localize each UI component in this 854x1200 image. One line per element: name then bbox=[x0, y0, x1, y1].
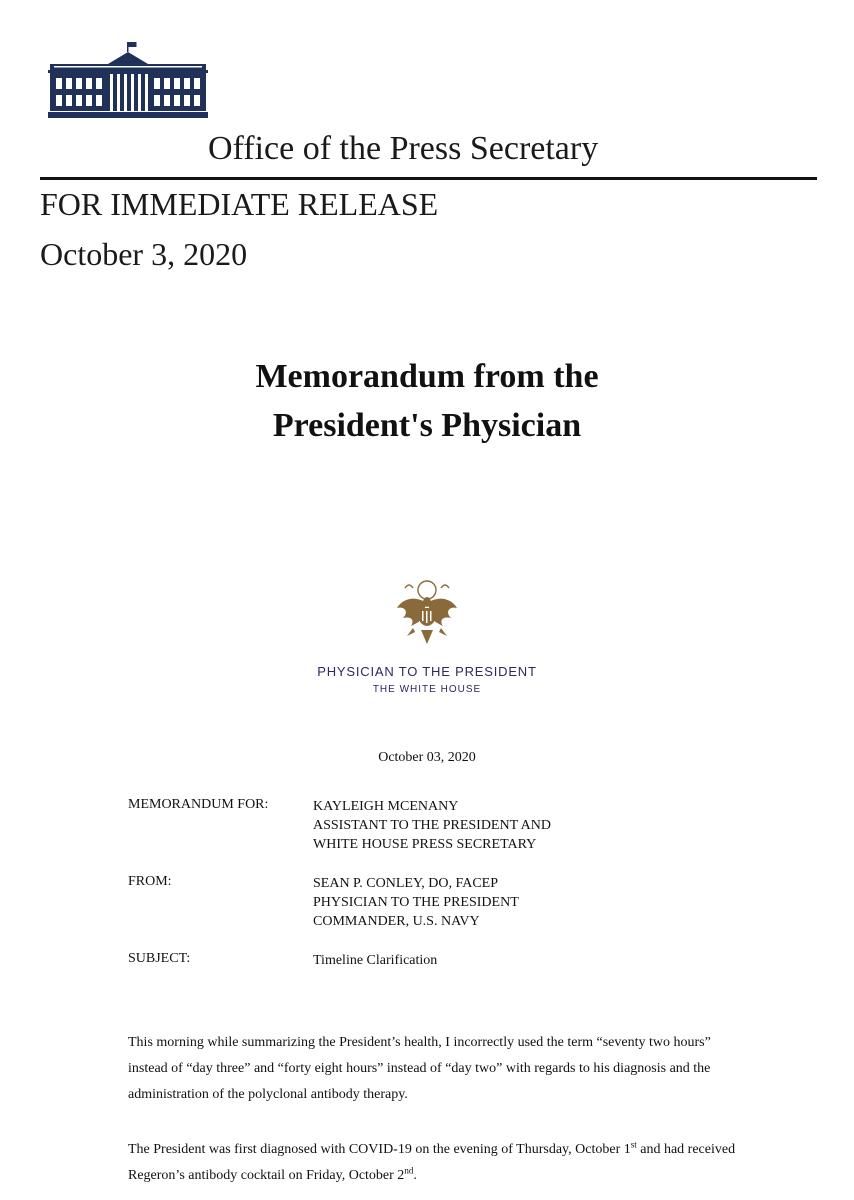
memo-title bbox=[0, 352, 854, 450]
presidential-seal-icon bbox=[395, 578, 459, 650]
paragraph-2-text: . bbox=[413, 1168, 417, 1183]
letterhead-subtitle: THE WHITE HOUSE bbox=[372, 684, 482, 695]
ordinal-suffix: nd bbox=[404, 1165, 414, 1176]
memo-from-label: FROM: bbox=[128, 874, 172, 889]
memo-from-value bbox=[313, 874, 519, 931]
memo-for-line: WHITE HOUSE PRESS SECRETARY bbox=[313, 837, 537, 852]
memo-date: October 03, 2020 bbox=[378, 750, 476, 765]
ordinal-suffix: st bbox=[630, 1139, 637, 1150]
memo-subject-field bbox=[128, 951, 768, 970]
memo-for-line: ASSISTANT TO THE PRESIDENT AND bbox=[313, 818, 551, 833]
memo-paragraph-1: This morning while summarizing the President’s health, I incorrectly used the term “seventy two hours” instead of “day three” and “forty eight hours” instead of “day two” with regards to his diagnosis and the administration of the polyclonal antibody therapy. bbox=[128, 1035, 711, 1102]
memo-for-field bbox=[128, 797, 768, 854]
release-label: FOR IMMEDIATE RELEASE bbox=[40, 186, 439, 222]
white-house-logo bbox=[48, 40, 208, 120]
memo-from-field bbox=[128, 874, 768, 931]
memo-for-line: KAYLEIGH MCENANY bbox=[313, 799, 459, 814]
memo-from-line: SEAN P. CONLEY, DO, FACEP bbox=[313, 876, 499, 891]
memo-from-line: PHYSICIAN TO THE PRESIDENT bbox=[313, 895, 519, 910]
paragraph-2-text: The President was first diagnosed with COVID-19 on the evening of Thursday, October 1 bbox=[128, 1142, 631, 1157]
paragraph-2-text: and had received Regeron’s antibody cocktail on Friday, October 2 bbox=[128, 1142, 736, 1183]
memo-title-line1: Memorandum from the bbox=[255, 358, 599, 395]
memo-for-label: MEMORANDUM FOR: bbox=[128, 797, 269, 812]
release-date: October 3, 2020 bbox=[40, 236, 248, 272]
memo-title-line2: President's Physician bbox=[272, 407, 582, 444]
letterhead-title: PHYSICIAN TO THE PRESIDENT bbox=[317, 664, 537, 679]
memo-subject-value: Timeline Clarification bbox=[313, 953, 438, 968]
memo-from-line: COMMANDER, U.S. NAVY bbox=[313, 914, 480, 929]
header-divider bbox=[40, 177, 817, 180]
memo-subject-label: SUBJECT: bbox=[128, 951, 191, 966]
memo-paragraph-2 bbox=[128, 1137, 738, 1189]
memo-for-value bbox=[313, 797, 551, 854]
office-title: Office of the Press Secretary bbox=[208, 130, 599, 167]
